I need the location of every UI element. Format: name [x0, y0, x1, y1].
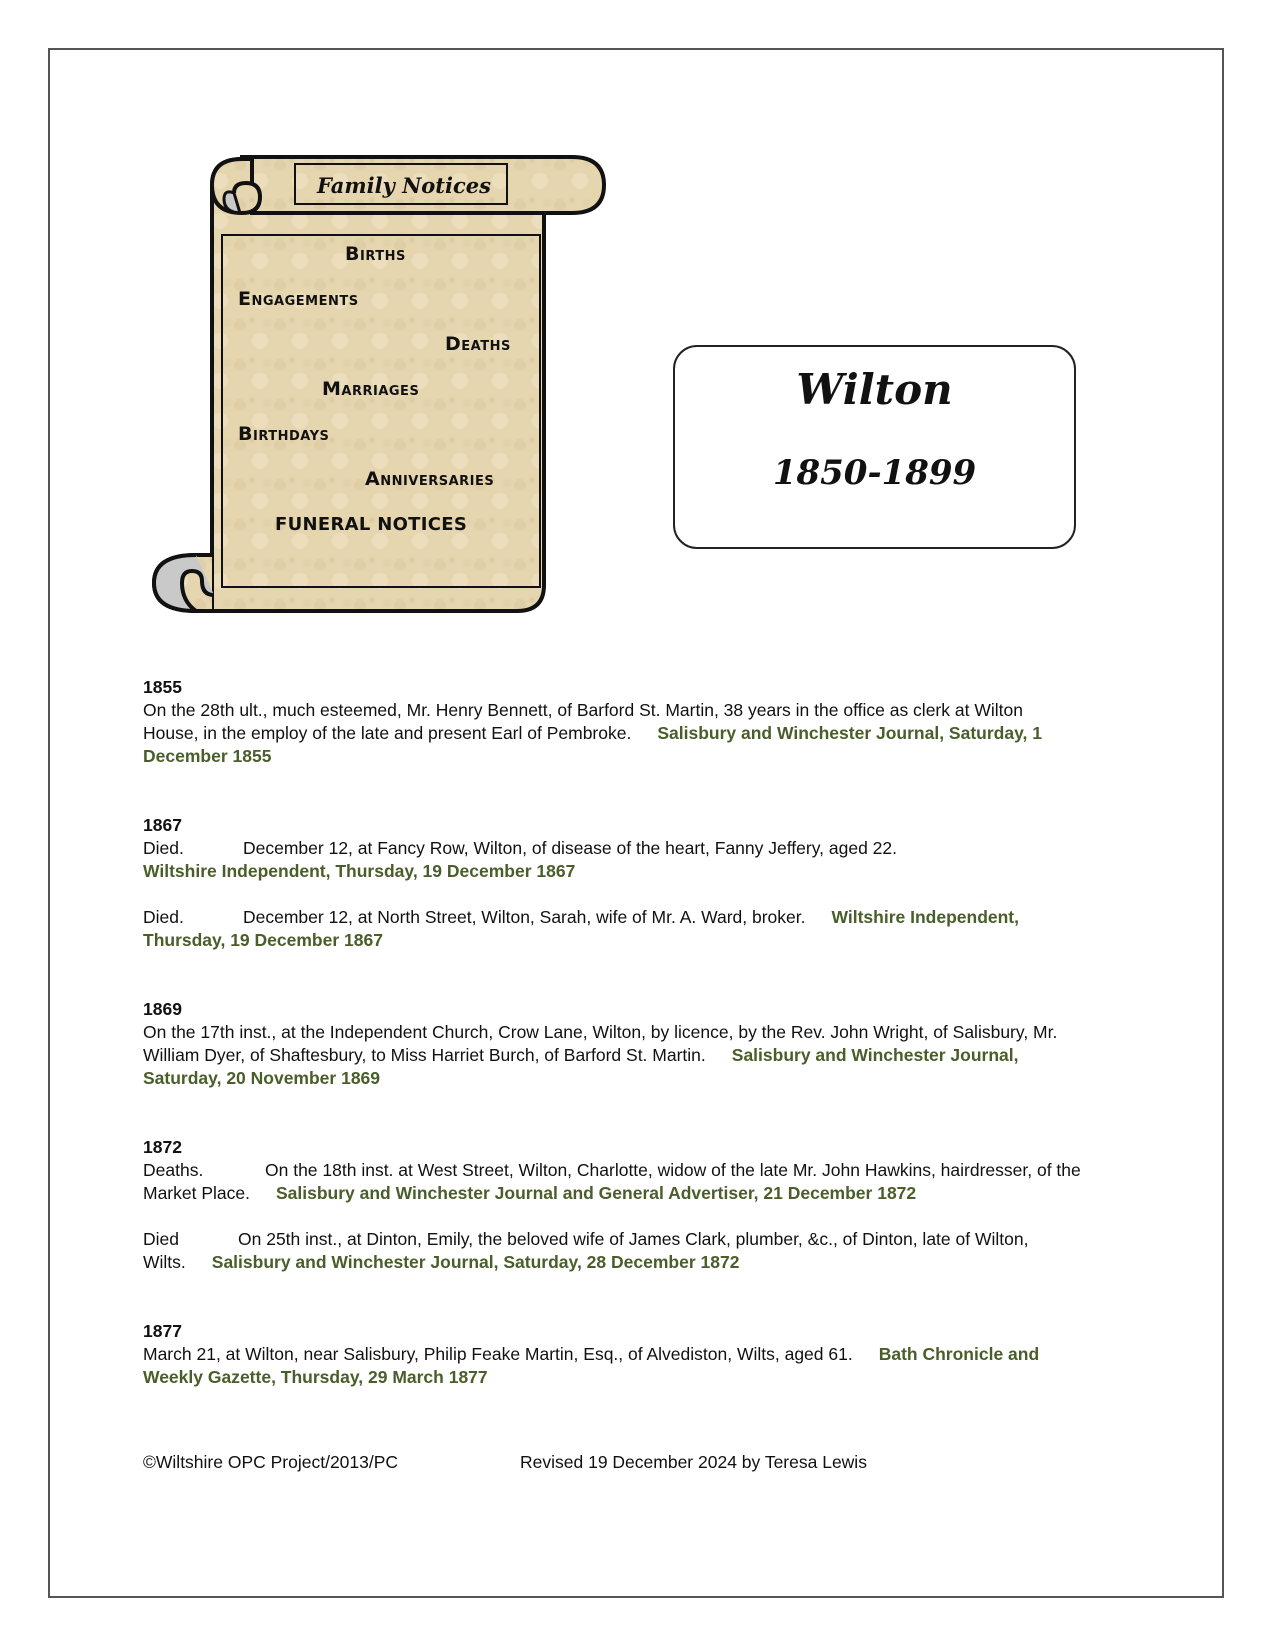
- year-heading: 1877: [143, 1321, 182, 1341]
- place-years: 1850-1899: [772, 453, 977, 493]
- notice-entry: [143, 1343, 1083, 1389]
- notice-source: Bath Chronicle and Weekly Gazette, Thursday, 29 March 1877: [143, 1344, 1040, 1387]
- notice-type-engagements: Engagements: [238, 288, 359, 310]
- notice-type-births: Births: [345, 243, 406, 265]
- scroll-title: Family Notices: [317, 172, 491, 198]
- notice-text: On the 18th inst. at West Street, Wilton, Charlotte, widow of the late Mr. John Hawkins, hairdresser, of the Market Place.: [143, 1160, 1081, 1203]
- year-block-1877: [143, 1320, 1083, 1389]
- notice-entry: [143, 699, 1083, 768]
- notice-type-birthdays: Birthdays: [238, 423, 330, 445]
- year-heading: 1869: [143, 999, 182, 1019]
- year-heading: 1867: [143, 815, 182, 835]
- notice-entry: [143, 1159, 1083, 1205]
- notice-label: Deaths.: [143, 1160, 204, 1180]
- year-heading: 1872: [143, 1137, 182, 1157]
- place-box: [673, 345, 1076, 549]
- notice-label: Died: [143, 1229, 179, 1249]
- scroll-graphic: [152, 155, 612, 650]
- family-notices-scroll: [152, 155, 612, 650]
- notice-type-deaths: Deaths: [445, 333, 511, 355]
- notice-type-funeral-notices: FUNERAL NOTICES: [275, 514, 468, 535]
- year-block-1855: [143, 676, 1083, 768]
- year-block-1872: [143, 1136, 1083, 1274]
- notice-entry: [143, 906, 1083, 952]
- notice-source: Salisbury and Winchester Journal and General Advertiser, 21 December 1872: [275, 1183, 917, 1203]
- notice-source: Salisbury and Winchester Journal, Saturday, 1 December 1855: [143, 723, 1042, 766]
- notice-type-anniversaries: Anniversaries: [365, 468, 495, 490]
- notice-label: Died.: [143, 907, 184, 927]
- footer-copyright: ©Wiltshire OPC Project/2013/PC: [143, 1452, 399, 1472]
- notice-source: Salisbury and Winchester Journal, Saturday, 20 November 1869: [143, 1045, 1019, 1088]
- footer-revised: Revised 19 December 2024 by Teresa Lewis: [520, 1452, 867, 1472]
- notice-label: Died.: [143, 838, 184, 858]
- notice-source: Wiltshire Independent, Thursday, 19 December 1867: [143, 861, 576, 881]
- notice-entries: [143, 676, 1083, 1435]
- notice-entry: [143, 837, 1083, 883]
- notice-entry: [143, 1228, 1083, 1274]
- notice-text: March 21, at Wilton, near Salisbury, Philip Feake Martin, Esq., of Alvediston, Wilts, aged 61.: [143, 1344, 853, 1364]
- year-block-1869: [143, 998, 1083, 1090]
- notice-entry: [143, 1021, 1083, 1090]
- year-heading: 1855: [143, 677, 182, 697]
- notice-text: December 12, at Fancy Row, Wilton, of disease of the heart, Fanny Jeffery, aged 22.: [243, 838, 898, 858]
- notice-text: On the 17th inst., at the Independent Church, Crow Lane, Wilton, by licence, by the Rev. John Wright, of Salisbury, Mr. William Dyer, of Shaftesbury, to Miss Harriet Burch, of Barford St. Martin.: [143, 1022, 1058, 1065]
- notice-source: Wiltshire Independent, Thursday, 19 December 1867: [143, 907, 1019, 950]
- notice-text: December 12, at North Street, Wilton, Sarah, wife of Mr. A. Ward, broker.: [243, 907, 806, 927]
- notice-type-marriages: Marriages: [322, 378, 420, 400]
- notice-source: Salisbury and Winchester Journal, Saturday, 28 December 1872: [211, 1252, 740, 1272]
- year-block-1867: [143, 814, 1083, 952]
- notice-text: On 25th inst., at Dinton, Emily, the beloved wife of James Clark, plumber, &c., of Dinton, late of Wilton, Wilts.: [143, 1229, 1029, 1272]
- notice-text: On the 28th ult., much esteemed, Mr. Henry Bennett, of Barford St. Martin, 38 years in the office as clerk at Wilton House, in the employ of the late and present Earl of Pembroke.: [143, 700, 1023, 743]
- place-name: Wilton: [796, 365, 953, 414]
